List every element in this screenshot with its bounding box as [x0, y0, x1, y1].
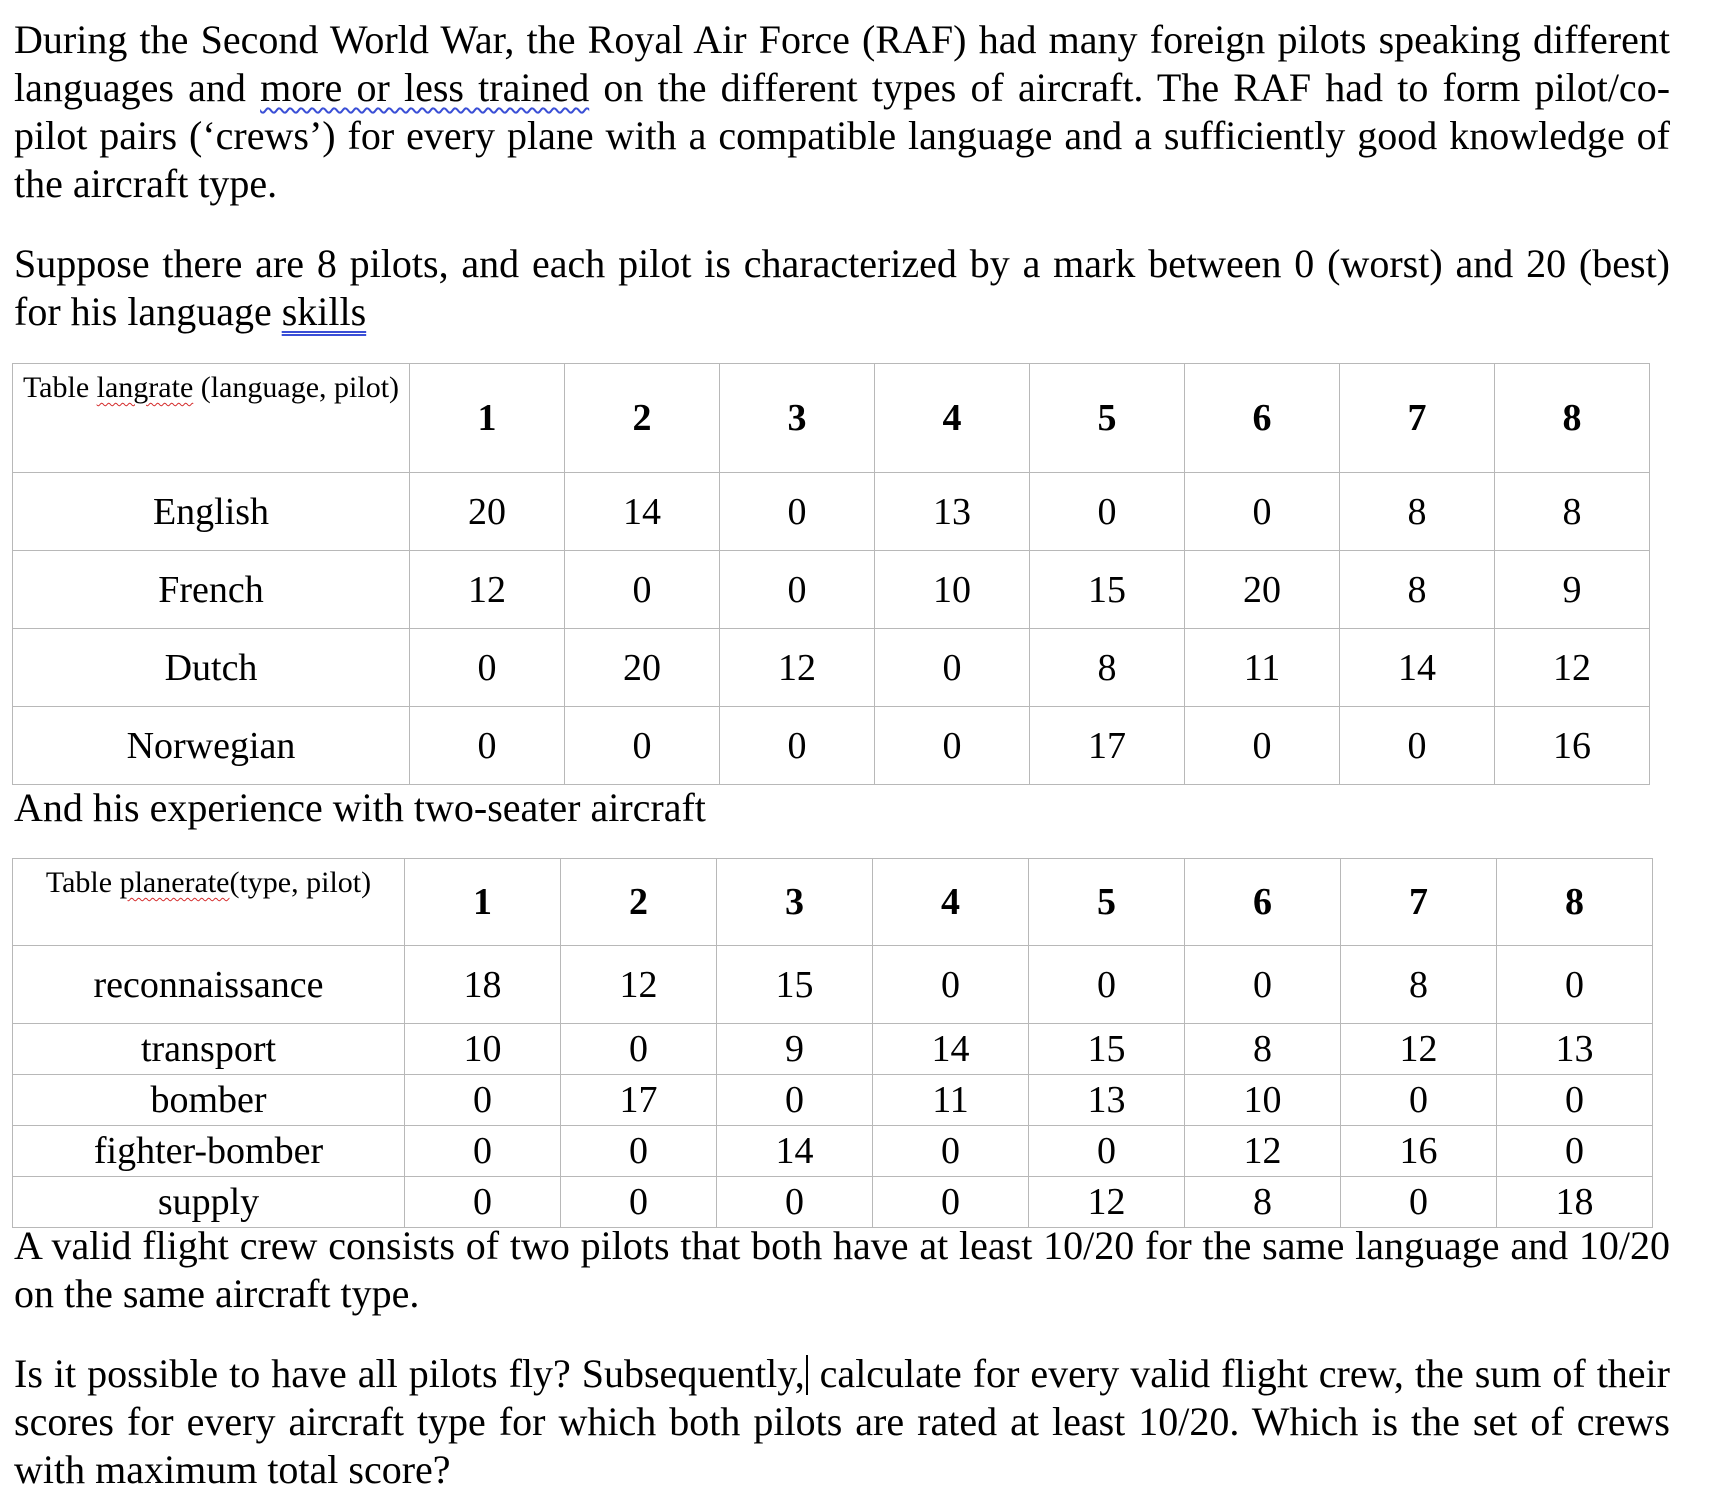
table-cell: 0: [720, 551, 875, 629]
table-cell: 0: [1341, 1075, 1497, 1126]
table-cell: 18: [1497, 1177, 1653, 1228]
table-cell: 15: [1030, 551, 1185, 629]
intro-text-2: on the different types of aircraft. The RAF had to form pilot/co-pilot pairs (‘crews’) for every plane with a compatible language and a sufficiently good knowledge of the aircraft type.: [14, 65, 1671, 206]
planerate-spellcheck-word[interactable]: planerate: [119, 866, 230, 899]
table-cell: 0: [720, 707, 875, 785]
table-cell: 12: [410, 551, 565, 629]
table-cell: 20: [1185, 551, 1340, 629]
table-cell: 0: [1497, 1075, 1653, 1126]
table-cell: 0: [565, 707, 720, 785]
table-cell: 0: [561, 1024, 717, 1075]
table-cell: 17: [561, 1075, 717, 1126]
table-cell: 0: [410, 707, 565, 785]
table-cell: 0: [565, 551, 720, 629]
langrate-spellcheck-word[interactable]: langrate: [96, 371, 194, 404]
table-cell: 0: [405, 1075, 561, 1126]
pilot-header: 5: [1029, 859, 1185, 946]
table-cell: 12: [1341, 1024, 1497, 1075]
pilot-header: 2: [565, 364, 720, 473]
table-cell: 20: [410, 473, 565, 551]
table-cell: 0: [873, 1177, 1029, 1228]
suppose-text: Suppose there are 8 pilots, and each pilot is characterized by a mark between 0 (worst) and 20 (best) for his language: [14, 241, 1670, 334]
valid-crew-paragraph: A valid flight crew consists of two pilots that both have at least 10/20 for the same language and 10/20 on the same aircraft type.: [14, 1223, 1670, 1316]
aircraft-type-label: fighter-bomber: [13, 1126, 405, 1177]
language-label: French: [13, 551, 410, 629]
question-paragraph: [14, 1350, 1670, 1494]
pilot-header: 3: [717, 859, 873, 946]
table-cell: 11: [873, 1075, 1029, 1126]
table-cell: 0: [873, 1126, 1029, 1177]
table-cell: 14: [717, 1126, 873, 1177]
langrate-corner-label: Table langrate (language, pilot): [13, 364, 410, 473]
suppose-paragraph: [14, 240, 1670, 336]
planerate-header-row: [13, 859, 1653, 946]
table-row: [13, 1177, 1653, 1228]
table-cell: 11: [1185, 629, 1340, 707]
langrate-header-row: [13, 364, 1650, 473]
table-cell: 16: [1341, 1126, 1497, 1177]
table-cell: 12: [720, 629, 875, 707]
table-row: [13, 473, 1650, 551]
table-cell: 15: [1029, 1024, 1185, 1075]
table-row: [13, 551, 1650, 629]
table-row: [13, 707, 1650, 785]
table-cell: 0: [875, 707, 1030, 785]
table-cell: 13: [875, 473, 1030, 551]
pilot-header: 6: [1185, 859, 1341, 946]
pilot-header: 3: [720, 364, 875, 473]
table-cell: 0: [405, 1177, 561, 1228]
table-cell: 0: [1185, 946, 1341, 1024]
table-cell: 0: [405, 1126, 561, 1177]
table-cell: 10: [405, 1024, 561, 1075]
pilot-header: 6: [1185, 364, 1340, 473]
pilot-header: 8: [1495, 364, 1650, 473]
table-cell: 15: [717, 946, 873, 1024]
table-row: [13, 1126, 1653, 1177]
table-cell: 10: [875, 551, 1030, 629]
table-cell: 0: [1341, 1177, 1497, 1228]
table-cell: 12: [1185, 1126, 1341, 1177]
table-cell: 8: [1340, 473, 1495, 551]
pilot-header: 1: [405, 859, 561, 946]
table-cell: 10: [1185, 1075, 1341, 1126]
table-cell: 8: [1340, 551, 1495, 629]
table-cell: 0: [1497, 1126, 1653, 1177]
table-cell: 0: [1340, 707, 1495, 785]
language-label: Dutch: [13, 629, 410, 707]
language-label: English: [13, 473, 410, 551]
aircraft-type-label: reconnaissance: [13, 946, 405, 1024]
table-cell: 9: [1495, 551, 1650, 629]
aircraft-type-label: bomber: [13, 1075, 405, 1126]
langrate-table: [12, 363, 1650, 785]
table-cell: 8: [1495, 473, 1650, 551]
table-row: [13, 629, 1650, 707]
table-cell: 0: [717, 1075, 873, 1126]
question-text-2: calculate for every valid flight crew, the sum of their scores for every aircraft type for which both pilots are rated at least 10/20. Which is the set of crews with maximum total score?: [14, 1351, 1670, 1492]
table-cell: 0: [720, 473, 875, 551]
table-cell: 8: [1341, 946, 1497, 1024]
pilot-header: 2: [561, 859, 717, 946]
table-cell: 9: [717, 1024, 873, 1075]
table-cell: 0: [1030, 473, 1185, 551]
table-cell: 18: [405, 946, 561, 1024]
table-cell: 0: [561, 1126, 717, 1177]
table-cell: 0: [717, 1177, 873, 1228]
pilot-header: 4: [873, 859, 1029, 946]
table-cell: 0: [561, 1177, 717, 1228]
table-row: [13, 1075, 1653, 1126]
table-cell: 8: [1185, 1024, 1341, 1075]
aircraft-type-label: supply: [13, 1177, 405, 1228]
table-cell: 12: [1495, 629, 1650, 707]
grammar-underline-text[interactable]: more or less trained: [260, 65, 590, 110]
table-cell: 0: [410, 629, 565, 707]
table-cell: 12: [1029, 1177, 1185, 1228]
table-cell: 14: [873, 1024, 1029, 1075]
table-cell: 0: [1185, 473, 1340, 551]
intro-paragraph: [14, 16, 1670, 208]
table-cell: 13: [1029, 1075, 1185, 1126]
pilot-header: 4: [875, 364, 1030, 473]
table-cell: 8: [1185, 1177, 1341, 1228]
pilot-header: 1: [410, 364, 565, 473]
aircraft-type-label: transport: [13, 1024, 405, 1075]
table-cell: 0: [873, 946, 1029, 1024]
table-cell: 8: [1030, 629, 1185, 707]
table-cell: 16: [1495, 707, 1650, 785]
table-cell: 14: [565, 473, 720, 551]
table-row: [13, 946, 1653, 1024]
spelling-underline-text[interactable]: skills: [281, 289, 367, 334]
table-cell: 0: [1029, 1126, 1185, 1177]
pilot-header: 8: [1497, 859, 1653, 946]
table-cell: 14: [1340, 629, 1495, 707]
table-cell: 0: [1185, 707, 1340, 785]
table-cell: 0: [875, 629, 1030, 707]
intro-text-1: During the Second World War, the Royal Air Force (RAF) had many foreign pilots speaking different languages and: [14, 17, 1670, 110]
planerate-corner-label: Table planerate(type, pilot): [13, 859, 405, 946]
planerate-table: [12, 858, 1653, 1228]
text-cursor: [806, 1355, 808, 1395]
pilot-header: 5: [1030, 364, 1185, 473]
question-text-1: Is it possible to have all pilots fly? Subsequently,: [14, 1351, 805, 1396]
table-row: [13, 1024, 1653, 1075]
table-cell: 17: [1030, 707, 1185, 785]
table-cell: 0: [1497, 946, 1653, 1024]
experience-text: And his experience with two-seater aircraft: [14, 785, 706, 830]
pilot-header: 7: [1341, 859, 1497, 946]
table-cell: 20: [565, 629, 720, 707]
table-cell: 12: [561, 946, 717, 1024]
pilot-header: 7: [1340, 364, 1495, 473]
table-cell: 0: [1029, 946, 1185, 1024]
language-label: Norwegian: [13, 707, 410, 785]
table-cell: 13: [1497, 1024, 1653, 1075]
